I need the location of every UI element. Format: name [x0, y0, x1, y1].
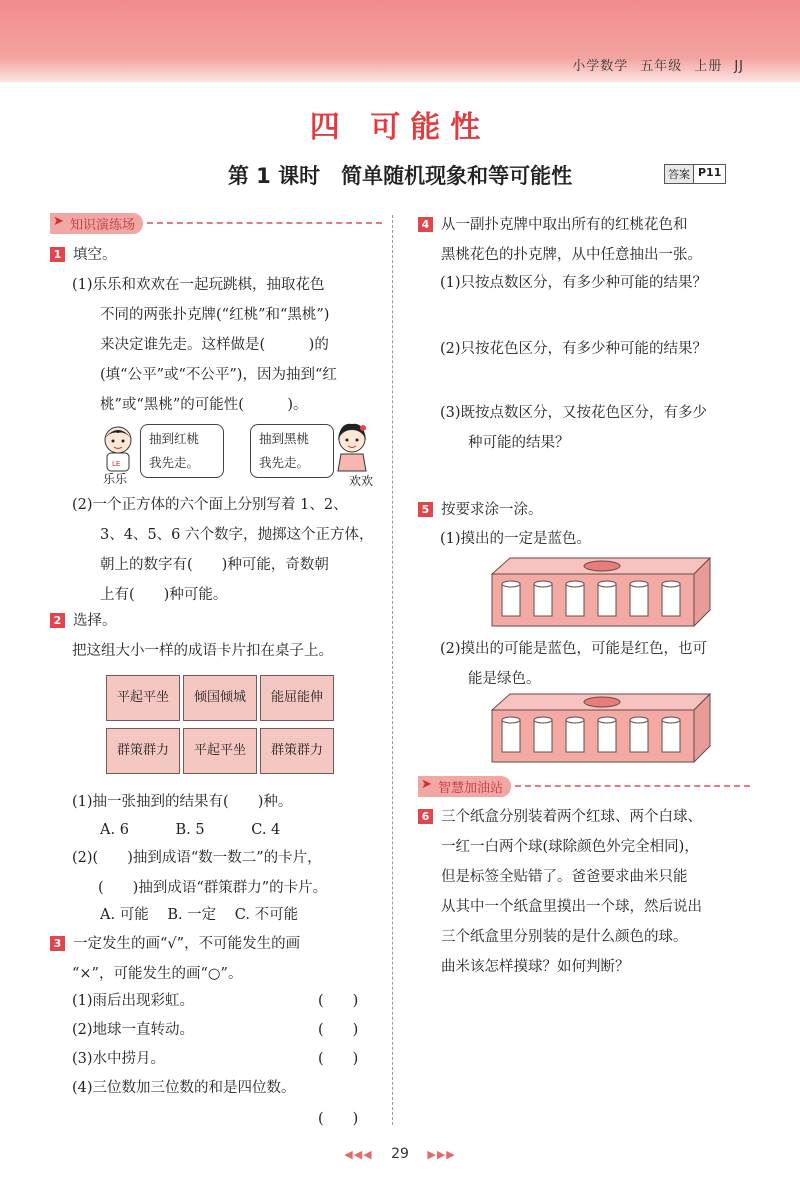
answer-tag: [664, 164, 726, 184]
q4-sub1: (1)只按点数区分，有多少种可能的结果？: [440, 275, 708, 291]
q1-part1: [72, 270, 384, 420]
boy-lele-illustration: [98, 422, 138, 472]
q4-sub3-line: (3)既按点数区分，又按花色区分，有多少: [440, 405, 708, 421]
q1-p2-line: 3、4、5、6 六个数字，抛掷这个正方体，: [100, 527, 374, 543]
q2-title: [50, 606, 117, 636]
q6-text: [418, 802, 763, 982]
q6-line: 从其中一个纸盒里摸出一个球，然后说出: [441, 899, 702, 915]
q3-answer-blank[interactable]: ( ): [318, 1051, 359, 1067]
q1-p1-line: (填“公平”或“不公平”)，因为抽到“红: [100, 367, 337, 383]
q2-sub2-options: [100, 900, 360, 930]
q1-p2-line: (2)一个正方体的六个面上分别写着 1、2、: [72, 497, 348, 513]
q4-line: 黑桃花色的扑克牌，从中任意抽出一张。: [441, 247, 702, 263]
q3-item: (1)雨后出现彩虹。: [72, 993, 195, 1009]
q2-sub2: [72, 843, 327, 903]
bubble-right-line: 我先走。: [259, 455, 310, 470]
q4-sub3-line: 种可能的结果？: [468, 435, 570, 451]
answer-label: 答案: [665, 165, 694, 183]
q6-number: 6: [418, 809, 433, 824]
kid-left-name: 乐乐: [103, 472, 128, 486]
kid-right-name: 欢欢: [349, 474, 374, 488]
bubble-right-line: 抽到黑桃: [259, 431, 310, 446]
q5-sub2: [440, 634, 707, 694]
q5-title-text: 按要求涂一涂。: [441, 502, 543, 518]
section-banner-practice: [50, 213, 382, 233]
q1-part2: [72, 490, 384, 610]
ball-box-1[interactable]: [490, 556, 712, 628]
q3-answer-blank[interactable]: ( ): [318, 1022, 359, 1038]
arrow-icon: ➤: [421, 776, 432, 792]
q2-sub1-options: [100, 815, 360, 845]
q3-answer-blank[interactable]: ( ): [318, 993, 359, 1009]
page-number: 29: [391, 1146, 409, 1162]
q1-p1-line: 来决定谁先走。这样做是( )的: [100, 337, 329, 353]
q4-sub2: (2)只按花色区分，有多少种可能的结果？: [440, 341, 708, 357]
q1-title: [50, 240, 117, 270]
q3-stem: [50, 929, 385, 989]
q3-item: (2)地球一直转动。: [72, 1022, 195, 1038]
q5-sub2-line: (2)摸出的可能是蓝色，可能是红色，也可: [440, 641, 708, 657]
q3-line: “×”，可能发生的画“○”。: [72, 966, 243, 982]
q3-number: 3: [50, 936, 65, 951]
idiom-card: 倾国倾城: [183, 675, 257, 721]
q6-line: 三个纸盒里分别装的是什么颜色的球。: [441, 929, 688, 945]
bubble-left-line: 我先走。: [149, 455, 200, 470]
option: C. 不可能: [234, 907, 299, 923]
q2-sub1: (1)抽一张抽到的结果有( )种。: [72, 794, 293, 810]
option: A. 可能: [100, 907, 149, 923]
girl-huanhuan-illustration: [332, 420, 372, 472]
q4-sub3: [440, 398, 707, 458]
q3-line: 一定发生的画“√”，不可能发生的画: [73, 936, 301, 952]
q5-sub2-line: 能是绿色。: [468, 671, 541, 687]
q1-title-text: 填空。: [73, 247, 117, 263]
option: B. 5: [175, 822, 205, 838]
q2-number: 2: [50, 613, 65, 628]
q1-p1-line: (1)乐乐和欢欢在一起玩跳棋，抽取花色: [72, 277, 325, 293]
lesson-title: 第 1 课时 简单随机现象和等可能性: [227, 164, 573, 188]
q1-p2-line: 朝上的数字有( )种可能，奇数朝: [100, 557, 329, 573]
q6-line: 一红一白两个球(球除颜色外完全相同)，: [441, 839, 699, 855]
idiom-card: 平起平坐: [106, 675, 180, 721]
section-challenge-label: 智慧加油站: [438, 780, 504, 796]
q1-number: 1: [50, 247, 65, 262]
q2-sub2-line: (2)( )抽到成语“数一数二”的卡片，: [72, 850, 322, 866]
q1-p1-line: 不同的两张扑克牌(“红桃”和“黑桃”): [100, 307, 330, 323]
option: C. 4: [251, 822, 281, 838]
q2-title-text: 选择。: [73, 613, 117, 629]
bubble-left-line: 抽到红桃: [149, 431, 200, 446]
q5-sub1: (1)摸出的一定是蓝色。: [440, 531, 592, 547]
section-banner-challenge: [418, 776, 750, 796]
header-grade: 五年级: [640, 59, 683, 74]
ball-box-2[interactable]: [490, 692, 712, 764]
q3-item: (3)水中捞月。: [72, 1051, 166, 1067]
q5-number: 5: [418, 502, 433, 517]
speech-bubble-right: [250, 424, 334, 478]
q5-title: [418, 495, 543, 525]
arrow-icon: ➤: [53, 213, 64, 229]
idiom-card: 群策群力: [260, 728, 334, 774]
speech-bubble-left: [140, 424, 224, 478]
idiom-card: 群策群力: [106, 728, 180, 774]
q3-answer-blank[interactable]: ( ): [318, 1111, 359, 1127]
header-subject: 小学数学: [572, 59, 629, 74]
q4-line: 从一副扑克牌中取出所有的红桃花色和: [441, 217, 688, 233]
q4-stem: [418, 210, 758, 270]
q6-line: 但是标签全贴错了。爸爸要求曲米只能: [441, 869, 688, 885]
q6-line: 曲米该怎样摸球？如何判断？: [441, 959, 630, 975]
header-edition: JJ: [734, 59, 744, 74]
q2-sub2-line: ( )抽到成语“群策群力”的卡片。: [98, 880, 328, 896]
header-term: 上册: [694, 59, 723, 74]
idiom-card: 能屈能伸: [260, 675, 334, 721]
idiom-card: 平起平坐: [183, 728, 257, 774]
column-divider: [392, 215, 393, 1125]
option: A. 6: [100, 822, 129, 838]
right-arrows-icon: ▶▶▶: [427, 1148, 456, 1161]
page-footer: [0, 1146, 800, 1162]
q6-line: 三个纸盒分别装着两个红球、两个白球、: [441, 809, 702, 825]
svg-text:LE: LE: [112, 460, 121, 468]
q2-intro: 把这组大小一样的成语卡片扣在桌子上。: [72, 643, 333, 659]
q4-number: 4: [418, 217, 433, 232]
option: B. 一定: [167, 907, 217, 923]
section-practice-label: 知识演练场: [70, 217, 136, 233]
answer-page: P11: [698, 166, 722, 179]
q1-p1-line: 桃”或“黑桃”的可能性( )。: [100, 397, 308, 413]
left-arrows-icon: ◀◀◀: [344, 1148, 373, 1161]
q3-item: (4)三位数加三位数的和是四位数。: [72, 1080, 296, 1096]
q1-p2-line: 上有( )种可能。: [100, 587, 228, 603]
chapter-title: 四 可能性: [309, 110, 491, 145]
book-header: [560, 55, 744, 74]
